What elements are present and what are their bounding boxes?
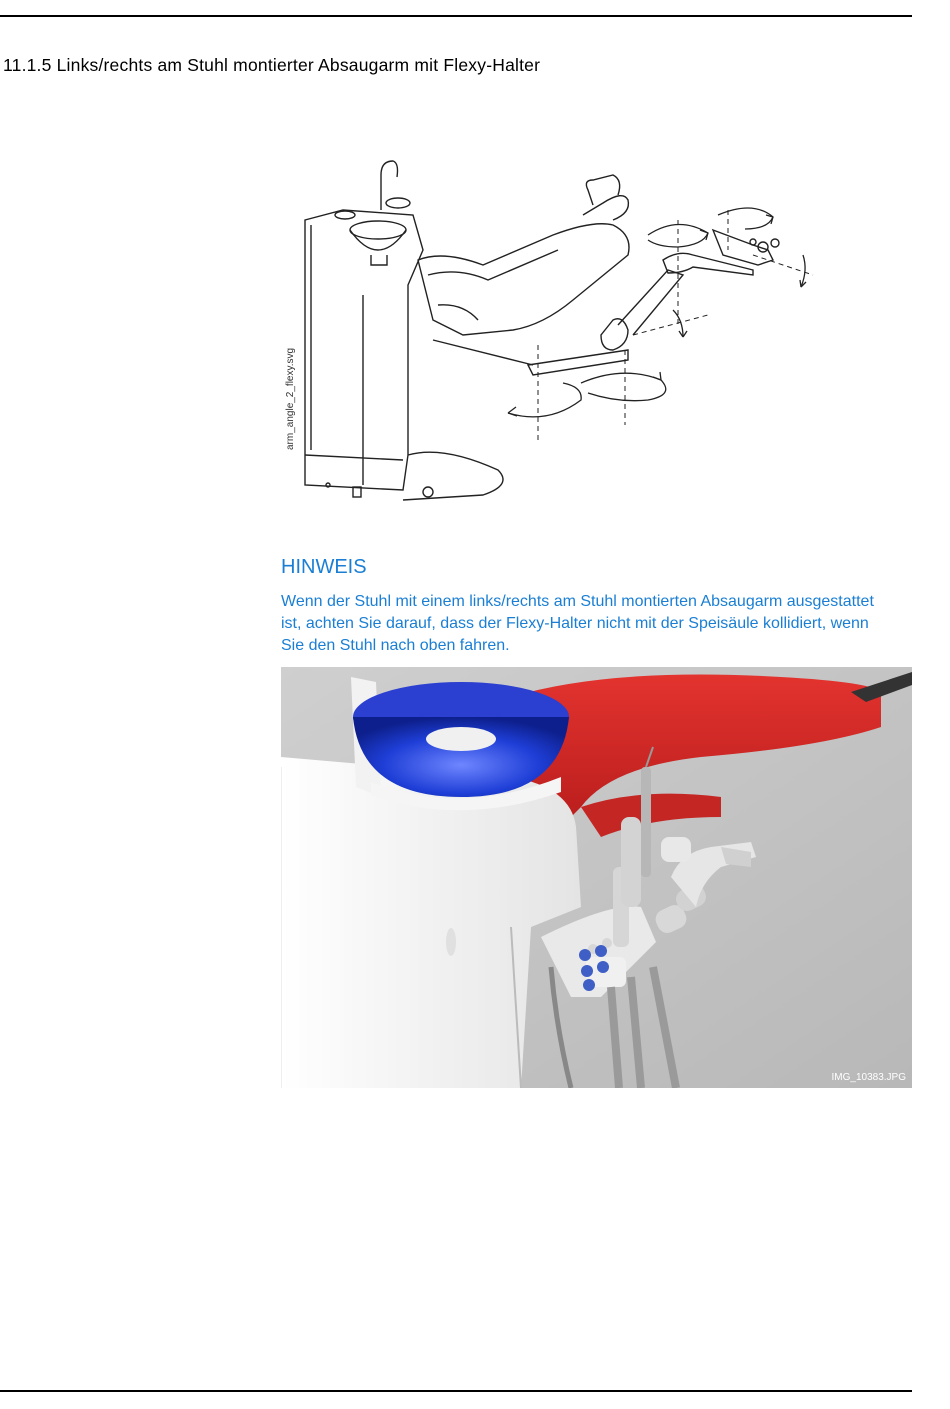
drawing-caption: arm_angle_2_flexy.svg [285,347,296,450]
photo-illustration [281,667,912,1088]
section-heading: 11.1.5 Links/rechts am Stuhl montierter Absaugarm mit Flexy-Halter [3,55,541,75]
note-text: Wenn der Stuhl mit einem links/rechts am Stuhl montierten Absaugarm ausgestattet ist, achten Sie darauf, dass der Flexy-Halter nicht mit der Speisäule kollidiert, wenn Sie den Stuhl nach oben fahren. [281,593,874,654]
dental-unit-photo [281,667,912,1088]
photo-caption: IMG_10383.JPG [831,1072,906,1083]
note-title: HINWEIS [281,556,367,578]
top-rule [0,15,912,17]
dental-unit-line-drawing [283,155,823,515]
bottom-rule [0,1390,912,1392]
